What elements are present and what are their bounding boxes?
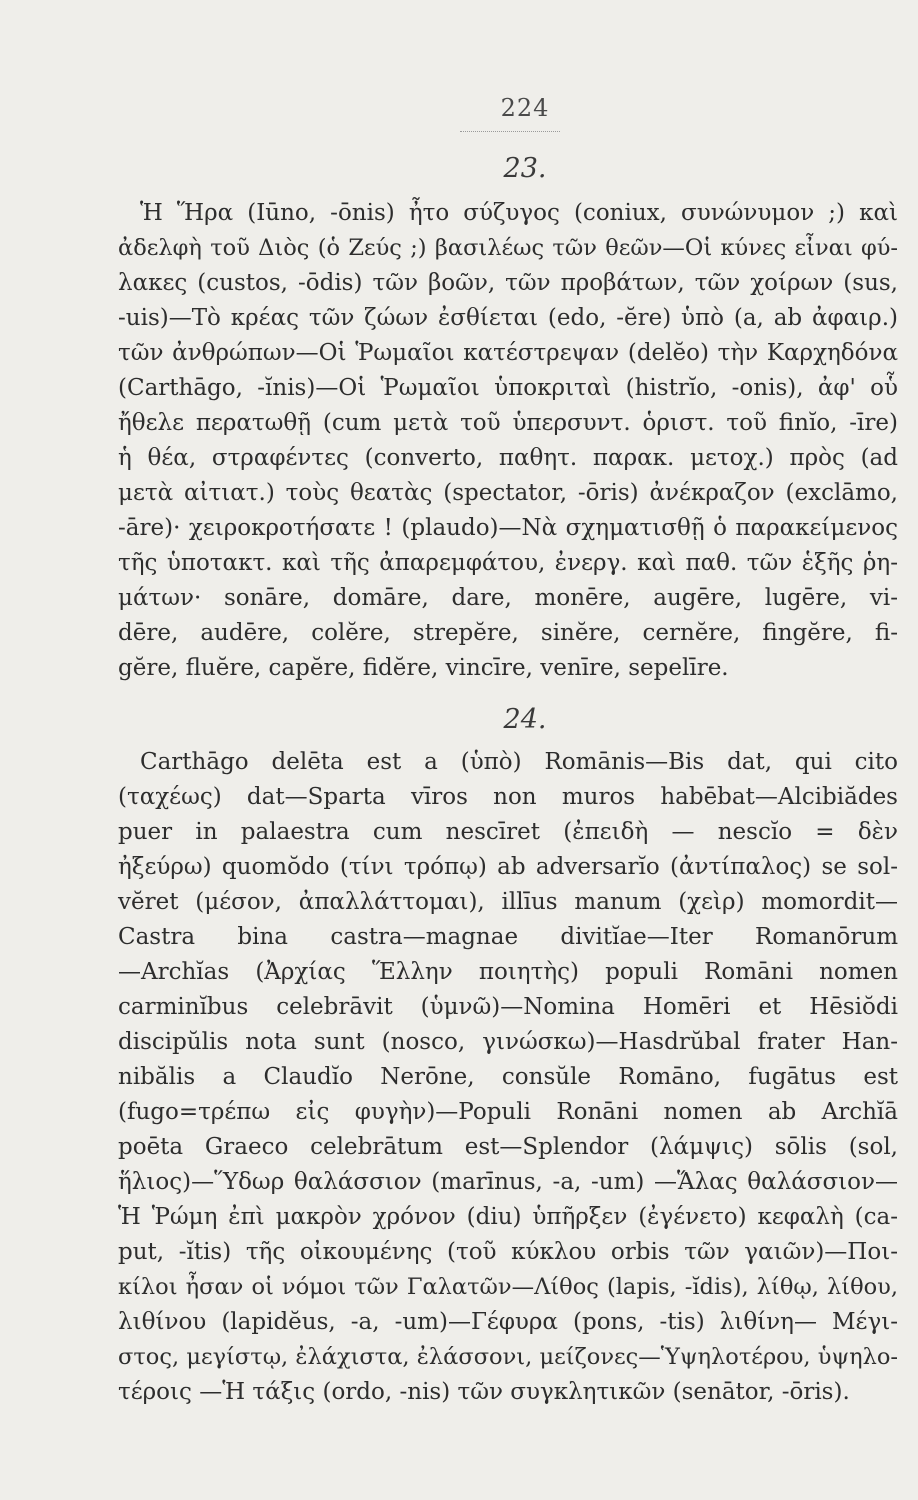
text-line: μάτων· sonāre, domāre, dare, monēre, augēre, lugēre, vi- <box>118 585 898 611</box>
text-line: -uis)—Τὸ κρέας τῶν ζώων ἐσθίεται (edo, -ĕre) ὑπὸ (a, ab ἀφαιρ.) <box>118 305 898 331</box>
text-line: Ἡ Ἥρα (Iūno, -ōnis) ἦτο σύζυγος (coniux, συνώνυμον ;) καὶ <box>140 200 898 226</box>
text-line: gĕre, fluĕre, capĕre, fidĕre, vincīre, venīre, sepelīre. <box>118 655 729 681</box>
text-line: στος, μεγίστῳ, ἐλάχιστα, ἐλάσσονι, μείζονες—Ὑψηλοτέρου, ὑψηλο- <box>118 1344 898 1370</box>
text-line: poēta Graeco celebrātum est—Splendor (λάμψις) sōlis (sol, <box>118 1134 898 1160</box>
text-line: ἥλιος)—Ὕδωρ θαλάσσιον (marīnus, -a, -um) —Ἅλας θαλάσσιον— <box>118 1169 898 1195</box>
text-line: μετὰ αἰτιατ.) τοὺς θεατὰς (spectator, -ōris) ἀνέκραζον (exclāmo, <box>118 480 898 506</box>
text-line: τῆς ὑποτακτ. καὶ τῆς ἀπαρεμφάτου, ἐνεργ. καὶ παθ. τῶν ἑξῆς ῥη- <box>118 550 898 576</box>
text-line: τέροις —Ἡ τάξις (ordo, -nis) τῶν συγκλητικῶν (senātor, -ōris). <box>118 1379 850 1405</box>
text-line: —Archĭas (Ἀρχίας Ἕλλην ποιητὴς) populi Romāni nomen <box>118 959 898 985</box>
text-line: ἡ θέα, στραφέντες (converto, παθητ. παρακ. μετοχ.) πρὸς (ad <box>118 445 898 471</box>
text-line: (ταχέως) dat—Sparta vīros non muros habēbat—Alcibiădes <box>118 784 898 810</box>
header-divider <box>460 131 560 132</box>
text-line: puer in palaestra cum nescīret (ἐπειδὴ — nescĭo = δὲν <box>118 819 898 845</box>
text-line: Castra bina castra—magnae divitĭae—Iter Romanōrum <box>118 924 898 950</box>
text-line: -āre)· χειροκροτήσατε ! (plaudo)—Νὰ σχηματισθῇ ὁ παρακείμενος <box>118 515 898 541</box>
text-line: ἀδελφὴ τοῦ Διὸς (ὁ Ζεύς ;) βασιλέως τῶν θεῶν—Οἱ κύνες εἶναι φύ- <box>118 235 898 261</box>
text-line: ἠξεύρω) quomŏdo (τίνι τρόπῳ) ab adversarĭo (ἀντίπαλος) se sol- <box>118 854 898 880</box>
text-line: λιθίνου (lapidĕus, -a, -um)—Γέφυρα (pons, -tis) λιθίνη— Μέγι- <box>118 1309 898 1335</box>
text-line: Ἡ Ῥώμη ἐπὶ μακρὸν χρόνον (diu) ὑπῆρξεν (ἐγένετο) κεφαλὴ (ca- <box>118 1204 898 1230</box>
text-line: put, -ĭtis) τῆς οἰκουμένης (τοῦ κύκλου orbis τῶν γαιῶν)—Ποι- <box>118 1239 898 1265</box>
text-line: τῶν ἀνθρώπων—Οἱ Ῥωμαῖοι κατέστρεψαν (delĕo) τὴν Καρχηδόνα <box>118 340 898 366</box>
text-line: Carthāgo delēta est a (ὑπὸ) Romānis—Bis dat, qui cito <box>140 749 898 775</box>
text-line: κίλοι ἦσαν οἱ νόμοι τῶν Γαλατῶν—Λίθος (lapis, -ĭdis), λίθῳ, λίθου, <box>118 1274 898 1300</box>
section-number-24: 24. <box>503 704 547 735</box>
text-line: vĕret (μέσον, ἀπαλλάττομαι), illīus manum (χεὶρ) momordit— <box>118 889 898 915</box>
exercise-23-text <box>118 196 898 686</box>
text-line: discipŭlis nota sunt (nosco, γινώσκω)—Hasdrŭbal frater Han- <box>118 1029 898 1055</box>
text-line: (fugo=τρέπω εἰς φυγὴν)—Populi Ronāni nomen ab Archĭā <box>118 1099 898 1125</box>
text-line: ἤθελε περατωθῇ (cum μετὰ τοῦ ὑπερσυντ. ὁριστ. τοῦ finĭo, -īre) <box>118 410 898 436</box>
section-number-23: 23. <box>503 153 547 184</box>
text-line: dēre, audēre, colĕre, strepĕre, sinĕre, cernĕre, fingĕre, fi- <box>118 620 898 646</box>
page-number: 224 <box>500 94 550 122</box>
text-line: nibălis a Claudĭo Nerōne, consŭle Romāno, fugātus est <box>118 1064 898 1090</box>
exercise-24-text <box>118 745 898 1410</box>
text-line: λακες (custos, -ōdis) τῶν βοῶν, τῶν προβάτων, τῶν χοίρων (sus, <box>118 270 898 296</box>
text-line: (Carthāgo, -ĭnis)—Οἱ Ῥωμαῖοι ὑποκριταὶ (histrĭo, -onis), ἀφ' οὗ <box>118 375 898 401</box>
text-line: carminĭbus celebrāvit (ὑμνῶ)—Nomina Homēri et Hēsiŏdi <box>118 994 898 1020</box>
